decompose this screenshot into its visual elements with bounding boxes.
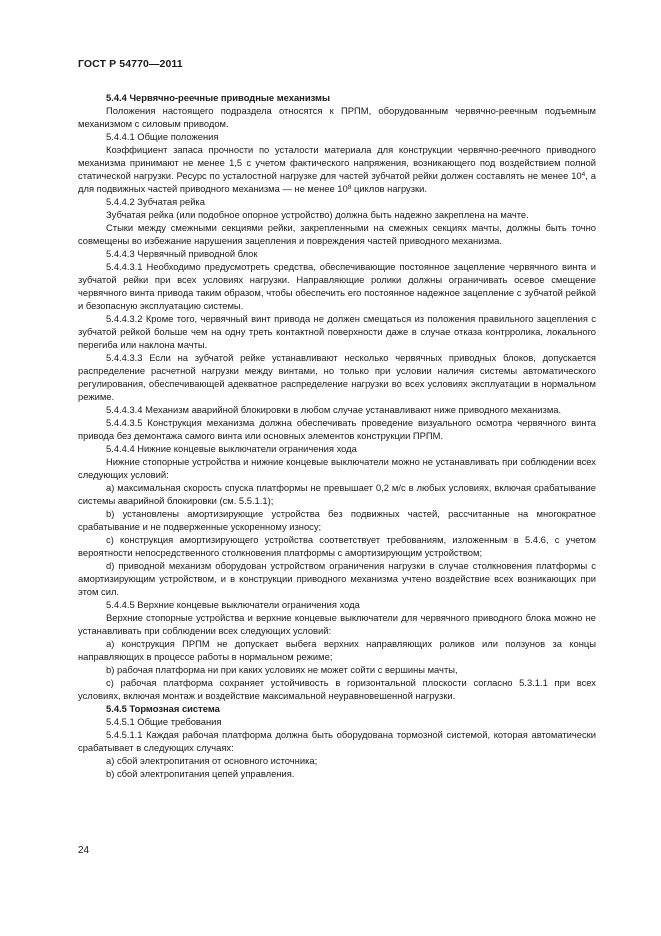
paragraph: c) рабочая платформа сохраняет устойчивость в горизонтальной плоскости согласно 5.3.1.1 при всех условиях, включая монтаж и воздействие максимальной неуравновешенной нагрузки. — [78, 677, 596, 701]
paragraph: а) максимальная скорость спуска платформы не превышает 0,2 м/с в любых условиях, включая срабатывание системы аварийной блокировки (см. 5.5.1.1); — [78, 482, 596, 506]
paragraph: 5.4.4.4 Нижние концевые выключатели ограничения хода — [106, 443, 357, 454]
paragraph: c) конструкция амортизирующего устройства соответствует требованиям, изложенным в 5.4.6, с учетом вероятности непосредственного столкновения платформы с амортизирующим устройством; — [78, 534, 596, 558]
page-number: 24 — [78, 845, 90, 856]
section-heading: 5.4.4 Червячно-реечные приводные механизмы — [106, 92, 330, 103]
paragraph: 5.4.5.1.1 Каждая рабочая платформа должна быть оборудована тормозной системой, которая автоматически срабатывает в следующих случаях: — [78, 729, 596, 753]
paragraph: 5.4.4.1 Общие положения — [106, 131, 219, 142]
paragraph: 5.4.5.1 Общие требования — [106, 716, 222, 727]
paragraph: 5.4.4.3.4 Механизм аварийной блокировки в любом случае устанавливают ниже приводного механизма. — [106, 404, 562, 415]
paragraph: 5.4.4.3.3 Если на зубчатой рейке устанавливают несколько червячных приводных блоков, допускается распределение расчетной нагрузки между винтами, но только при условии наличия системы автоматического регулирования, обеспечивающей адекватное распределение нагрузки во всех условиях эксплуатации в нормальном режиме. — [78, 352, 596, 402]
paragraph: 5.4.4.3.5 Конструкция механизма должна обеспечивать проведение визуального осмотра червячного винта привода без демонтажа самого винта или основных элементов конструкции ПРПМ. — [78, 417, 596, 441]
paragraph: Положения настоящего подраздела относятся к ПРПМ, оборудованным червячно-реечным подъемным механизмом с силовым приводом. — [78, 105, 596, 129]
document-body — [78, 91, 596, 780]
paragraph: а) конструкция ПРПМ не допускает выбега верхних направляющих роликов или ползунов за концы направляющих в процессе работы в нормальном режиме; — [78, 638, 596, 662]
paragraph: Нижние стопорные устройства и нижние концевые выключатели можно не устанавливать при соблюдении всех следующих условий: — [78, 456, 596, 480]
paragraph: 5.4.4.3 Червячный приводной блок — [106, 248, 258, 259]
paragraph: 5.4.4.2 Зубчатая рейка — [106, 196, 205, 207]
paragraph: 5.4.4.3.2 Кроме того, червячный винт привода не должен смещаться из положения правильного зацепления с зубчатой рейкой больше чем на одну треть контактной поверхности даже в случае отказа контрролика, локального перегиба или наклона мачты. — [78, 313, 596, 350]
paragraph: Коэффициент запаса прочности по усталости материала для конструкции червячно-реечного приводного механизма принимают не менее 1,5 с учетом фактического напряжения, возникающего под воздействием полной статической нагрузки. Ресурс по усталостной нагрузке для частей зубчатой рейки должен составлять не менее $10^4$, а для подвижных частей приводного механизма — не менее $10^8$ циклов нагрузки. — [78, 144, 596, 194]
page-header: ГОСТ Р 54770—2011 — [78, 58, 183, 70]
paragraph: b) рабочая платформа ни при каких условиях не может сойти с вершины мачты, — [106, 664, 458, 675]
paragraph: b) сбой электропитания цепей управления. — [106, 768, 295, 779]
paragraph: Верхние стопорные устройства и верхние концевые выключатели для червячного приводного блока можно не устанавливать при соблюдении всех следующих условий: — [78, 612, 596, 636]
section-heading: 5.4.5 Тормозная система — [106, 703, 220, 714]
paragraph: 5.4.4.3.1 Необходимо предусмотреть средства, обеспечивающие постоянное зацепление червячного винта и зубчатой рейки при всех условиях нагрузки. Направляющие ролики должны ограничивать осевое смещение червячного винта привода таким образом, чтобы обеспечить его постоянное надежное зацепление с зубчатой рейкой и безопасную эксплуатацию системы. — [78, 261, 596, 311]
paragraph: Зубчатая рейка (или подобное опорное устройство) должна быть надежно закреплена на мачте. — [106, 209, 529, 220]
paragraph: b) установлены амортизирующие устройства без подвижных частей, рассчитанные на многократное срабатывание и не подверженные ускоренному износу; — [78, 508, 596, 532]
paragraph: 5.4.4.5 Верхние концевые выключатели ограничения хода — [106, 599, 360, 610]
paragraph: d) приводной механизм оборудован устройством ограничения нагрузки в случае столкновения платформы с амортизирующим устройством, и в конструкции приводного механизма учтено воздействие всех возникающих при этом сил. — [78, 560, 596, 597]
paragraph: Стыки между смежными секциями рейки, закрепленными на смежных секциях мачты, должны быть точно совмещены во избежание нарушения зацепления и повреждения частей приводного механизма. — [78, 222, 596, 246]
paragraph: а) сбой электропитания от основного источника; — [106, 755, 318, 766]
